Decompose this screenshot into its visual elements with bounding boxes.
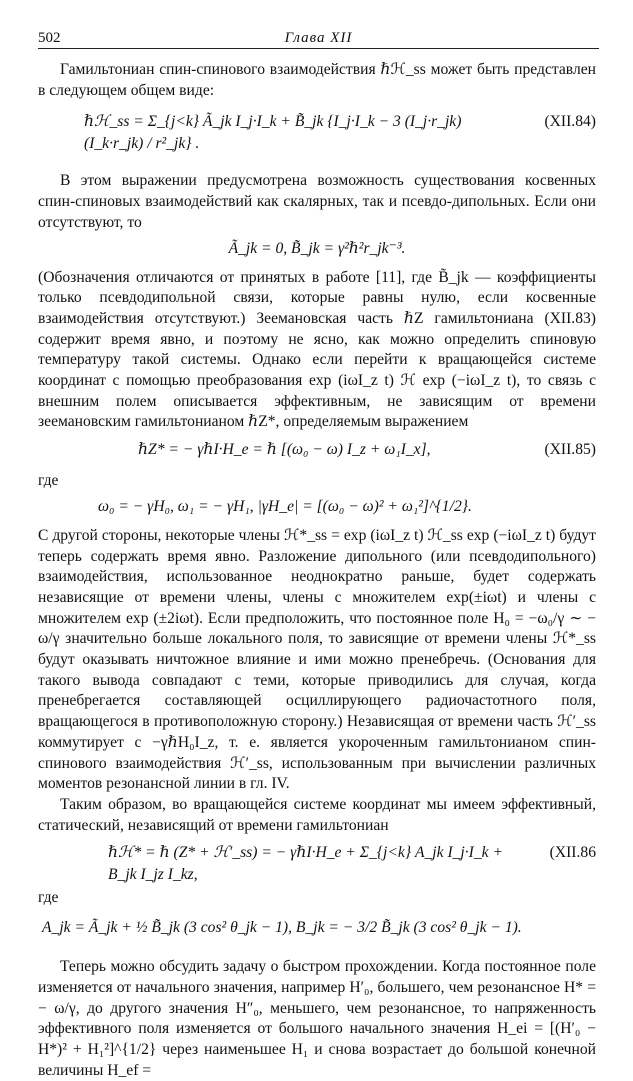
paragraph-4: С другой стороны, некоторые члены ℋ*_ss = exp (iωI_z t) ℋ_ss exp (−iωI_z t) будут теперь содержать время явно. Разложение дипольного (или псевдодипольного) взаимодействия, использованное неоднократно раньше, будет содержать независящие от времени члены, члены с множителем exp(±iωt) и члены с множителем exp (±2iωt). Если предположить, что постоянное поле H₀ = −ω₀/γ ∼ − ω/γ значительно больше локального поля, то зависящие от времени члены ℋ*_ss будут оказывать ничтожное влияние и ими можно пренебречь. (Основания для такого вывода совпадают с теми, которые приводились для случая, когда пренебрегается составляющей осциллирующего радиочастотного поля, вращающегося в противоположную сторону.) Независящая от времени часть ℋ′_ss коммутирует с −γℏH₀I_z, т. е. является укороченным гамильтонианом спин-спинового взаимодействия ℋ′_ss, использованным при вычислении различных моментов резонансной линии в гл. IV. <box>38 526 596 793</box>
where-label-2: где <box>38 889 59 907</box>
paragraph-3: (Обозначения отличаются от принятых в работе [11], где B̃_jk — коэффициенты только псевдодипольной связи, которые равны нулю, если косвенные взаимодействия отсутствуют.) Зеемановская часть ℏZ гамильтониана (XII.83) содержит время явно, и поэтому не ясно, как можно определить спиновую температуру такой системы. Однако если перейти к вращающейся системе координат с помощью преобразования exp (iωI_z t) ℋ exp (−iωI_z t), то связь с внешним полем описывается эффективным, не зависящим от времени зеемановским гамильтонианом ℏZ*, определяемым выражением <box>38 268 596 431</box>
chapter-title: Глава XII <box>284 30 353 46</box>
equation-ajk-bjk <box>38 909 596 957</box>
equation-86-body: ℏℋ* = ℏ (Z* + ℋ′_ss) = − γℏI·H_e + Σ_{j<k} A_jk I_j·I_k + B_jk I_jz I_kz, <box>108 844 503 884</box>
equation-85-number: (XII.85) <box>544 441 596 459</box>
equation-84-body: ℏℋ_ss = Σ_{j<k} Ã_jk I_j·I_k + B̃_jk {I_j·I_k − 3 (I_j·r_jk)(I_k·r_jk) / r²_jk} . <box>84 113 462 153</box>
equation-85-body: ℏZ* = − γℏI·H_e = ℏ [(ω₀ − ω) I_z + ω₁I_x], <box>138 441 431 459</box>
equation-omega <box>38 492 596 526</box>
equation-84-number: (XII.84) <box>544 113 596 131</box>
paragraph-2: В этом выражении предусмотрена возможность существования косвенных спин-спиновых взаимодействий как скалярных, так и псевдо-дипольных. Если они отсутствуют, то <box>38 172 596 231</box>
paragraph-5: Таким образом, во вращающейся системе координат мы имеем эффективный, статический, независящий от времени гамильтониан <box>38 795 596 834</box>
paragraph-1: Гамильтониан спин-спинового взаимодействия ℏℋ_ss может быть представлен в следующем общем виде: <box>38 61 596 99</box>
page-number: 502 <box>38 30 61 46</box>
page-body <box>38 60 596 1081</box>
running-header <box>38 30 599 49</box>
equation-a-b-tilde <box>38 234 596 268</box>
equation-a-body: Ã_jk = 0, B̃_jk = γ²ℏ²r_jk⁻³. <box>228 239 406 257</box>
equation-xii-84 <box>38 101 596 171</box>
equation-86-number: (XII.86 <box>549 844 596 862</box>
equation-omega-body: ω₀ = − γH₀, ω₁ = − γH₁, |γH_e| = [(ω₀ − ω)² + ω₁²]^{1/2}. <box>98 497 472 515</box>
equation-xii-85 <box>38 433 596 471</box>
equation-xii-86 <box>38 836 596 888</box>
equation-ajk-body: A_jk = Ã_jk + ½ B̃_jk (3 cos² θ_jk − 1), B_jk = − 3/2 B̃_jk (3 cos² θ_jk − 1). <box>42 919 522 937</box>
paragraph-6: Теперь можно обсудить задачу о быстром прохождении. Когда постоянное поле изменяется от начального значения, например H′₀, большего, чем резонансное H* = − ω/γ, до другого значения H″₀, меньшего, чем резонансное, то напряженность эффективного поля изменяется от большого начального значения H_ei = [(H′₀ − H*)² + H₁²]^{1/2} через наименьшее H₁ и снова возрастает до большой конечной величины H_ef = <box>38 958 596 1079</box>
where-label-1: где <box>38 472 59 490</box>
